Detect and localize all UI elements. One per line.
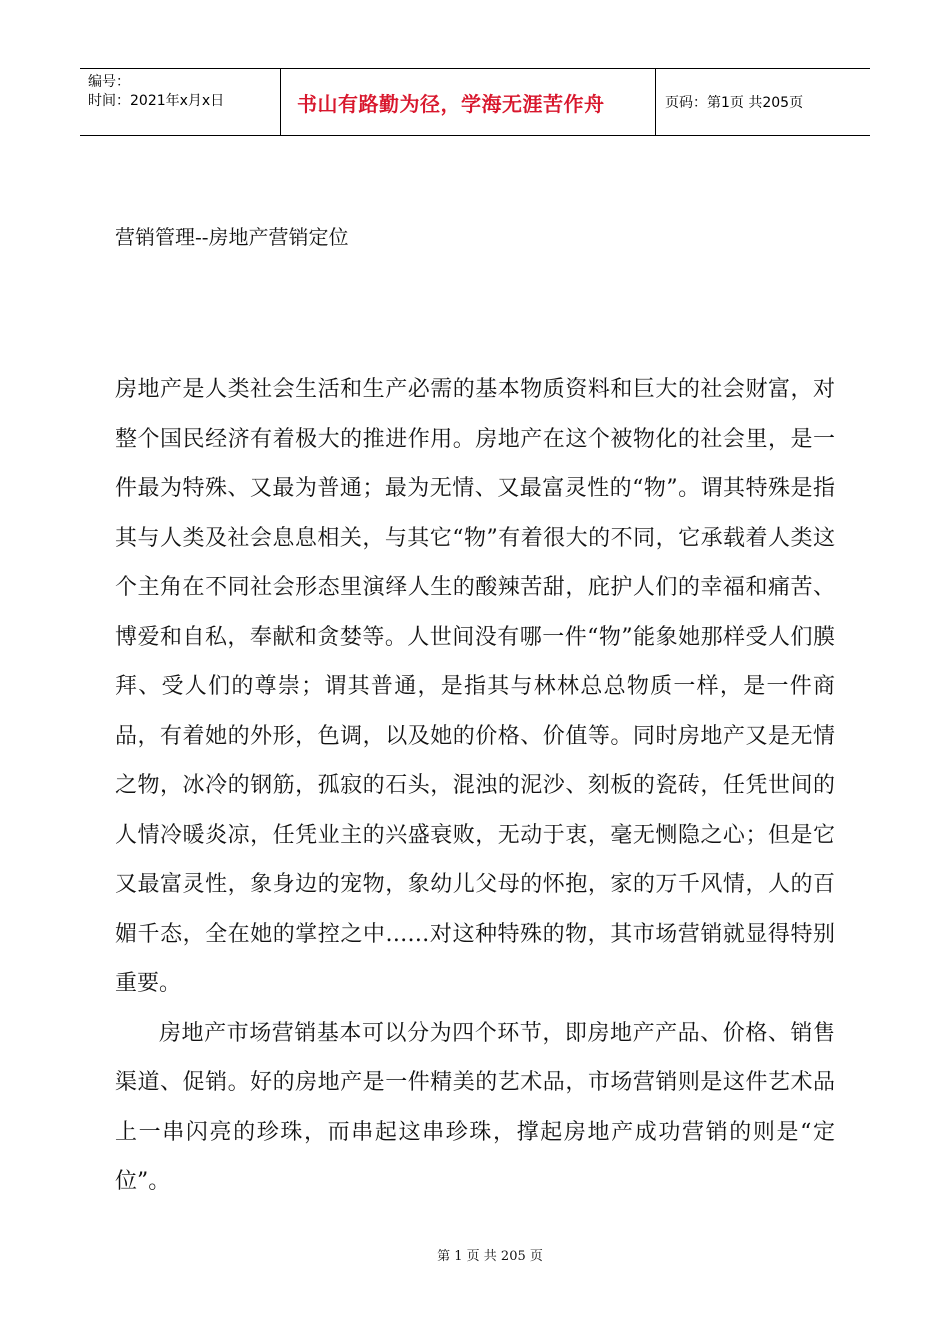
time-label: 时间：2021年x月x日 [88,93,225,109]
page-footer: 第 1 页 共 205 页 [437,1249,543,1264]
document-header [80,68,870,136]
number-label: 编号： [88,74,130,90]
document-title: 营销管理--房地产营销定位 [115,225,349,249]
motto-text: 书山有路勤为径，学海无涯苦作舟 [297,91,605,116]
header-motto-cell [281,69,656,135]
page-info: 页码：第1页 共205页 [665,95,804,111]
header-meta-cell [80,69,281,135]
body-paragraph-2: 房地产市场营销基本可以分为四个环节，即房地产产品、价格、销售渠道、促销。好的房地产是一件精美的艺术品，市场营销则是这件艺术品上一串闪亮的珍珠，而串起这串珍珠，撑起房地产成功营销的则是“定位”。 [115,1020,835,1194]
document-body [115,365,835,1207]
header-page-cell [656,69,870,135]
body-paragraph-1: 房地产是人类社会生活和生产必需的基本物质资料和巨大的社会财富，对整个国民经济有着极大的推进作用。房地产在这个被物化的社会里，是一件最为特殊、又最为普通；最为无情、又最富灵性的“物”。谓其特殊是指其与人类及社会息息相关，与其它“物”有着很大的不同，它承载着人类这个主角在不同社会形态里演绎人生的酸辣苦甜，庇护人们的幸福和痛苦、博爱和自私，奉献和贪婪等。人世间没有哪一件“物”能象她那样受人们膜拜、受人们的尊崇；谓其普通，是指其与林林总总物质一样，是一件商品，有着她的外形，色调，以及她的价格、价值等。同时房地产又是无情之物，冰冷的钢筋，孤寂的石头，混浊的泥沙、刻板的瓷砖，任凭世间的人情冷暖炎凉，任凭业主的兴盛衰败，无动于衷，毫无恻隐之心；但是它又最富灵性，象身边的宠物，象幼儿父母的怀抱，家的万千风情，人的百媚千态，全在她的掌控之中……对这种特殊的物，其市场营销就显得特别重要。 [115,377,835,996]
